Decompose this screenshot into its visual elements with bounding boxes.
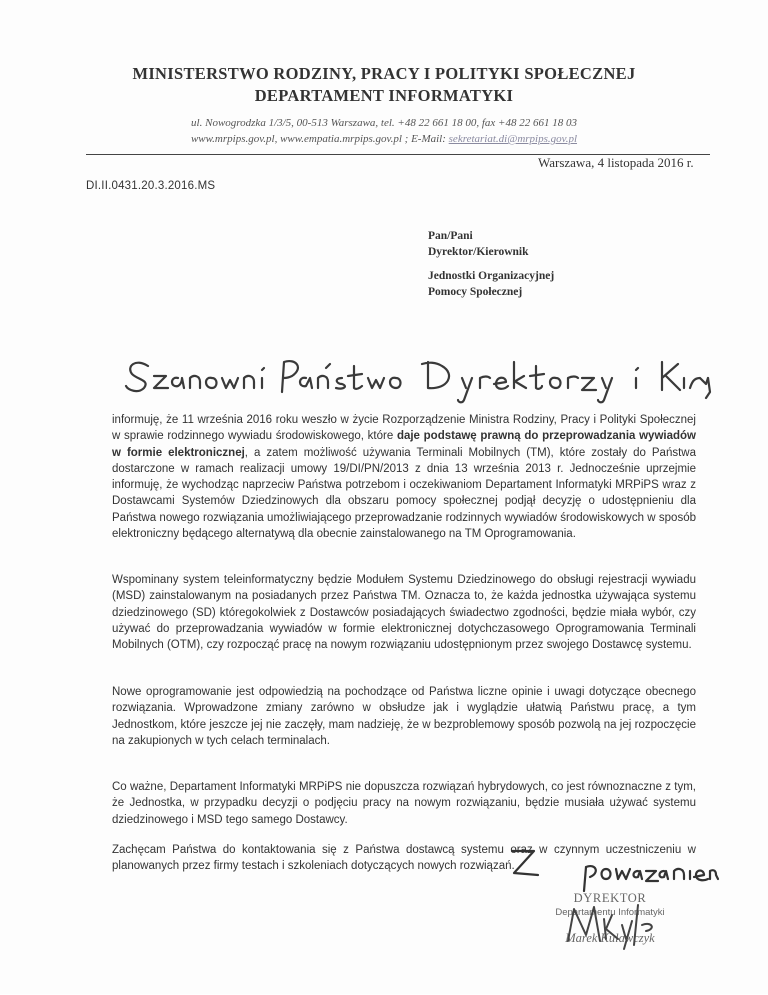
paragraph-1-text-a: informuję, że 11 września 2016 roku weszło w życie Rozporządzenie Ministra Rodziny, Pracy i Polityki Społecznej w sprawie rodzinnego wywiadu środowiskowego, które <box>112 414 696 443</box>
addressee-line4: Pomocy Społecznej <box>428 286 523 298</box>
paragraph-2: Wspominany system teleinformatyczny będzie Modułem Systemu Dziedzinowego do obsługi rejestracji wywiadu (MSD) zainstalowanym na posiadanych przez Państwa TM. Oznacza to, że każda jednostka używająca systemu dziedzinowego (SD) któregokolwiek z Dostawców posiadających świadectwo zgodności, będzie miała wybór, czy używać do przeprowadzania wywiadów w formie elektronicznej dotychczasowego Oprogramowania Terminali Mobilnych (OTM), czy rozpocząć pracę na nowym rozwiązaniu udostępnionym przez swojego Dostawcę systemu. <box>112 574 696 652</box>
handwritten-closing <box>500 845 720 895</box>
addressee-line2: Dyrektor/Kierownik <box>428 246 529 258</box>
paragraph-3: Nowe oprogramowanie jest odpowiedzią na pochodzące od Państwa liczne opinie i uwagi dotyczące obecnego rozwiązania. Wprowadzone zmiany zarówno w obsłudze jak i wyglądzie ułatwią Państwu pracę, a tym Jednostkom, które jeszcze jej nie zaczęły, mam nadzieję, że w bezproblemowy sposób pozwolą na jej rozpoczęcie na zakupionych w tych celach terminalach. <box>112 686 696 747</box>
paragraph-1-bold: daje podstawę prawną do przeprowadzania wywiadów w formie elektronicznej <box>112 430 696 459</box>
letter-date: Warszawa, 4 listopada 2016 r. <box>538 155 694 170</box>
reference-number: DI.II.0431.20.3.2016.MS <box>86 180 216 192</box>
paragraph-1-text-b: , a zatem możliwość używania Terminali Mobilnych (TM), które zostały do Państwa dostarczone w ramach realizacji umowy 19/DI/PN/2013 z dnia 13 września 2013 r. Jednocześnie uprzejmie informuję, że wychodząc naprzeciw Państwa potrzebom i oczekiwaniom Departament Informatyki MRPiPS wraz z Dostawcami Systemów Dziedzinowych dla obszaru pomocy społecznej podjął decyzję o udostępnieniu dla Państwa nowego rozwiązania umożliwiającego przeprowadzanie rodzinnych wywiadów środowiskowych w sposób elektroniczny będącego alternatywą dla obecnie zainstalowanego na TM Oprogramowania. <box>112 446 696 541</box>
ministry-title: MINISTERSTWO RODZINY, PRACY I POLITYKI SPOŁECZNEJ <box>132 64 636 83</box>
handwritten-salutation <box>122 348 712 408</box>
email-link[interactable]: sekretariat.di@mrpips.gov.pl <box>448 133 578 145</box>
addressee-line3: Jednostki Organizacyjnej <box>428 270 555 282</box>
address-line: ul. Nowogrodzka 1/3/5, 00-513 Warszawa, tel. +48 22 661 18 00, fax +48 22 661 18 03 <box>191 117 577 129</box>
department-title: DEPARTAMENT INFORMATYKI <box>254 86 514 105</box>
web-email-line <box>0 133 768 145</box>
signature-block <box>500 835 720 995</box>
handwritten-signature <box>560 895 680 951</box>
websites-text: www.mrpips.gov.pl, www.empatia.mrpips.gov.pl ; E-Mail: <box>190 133 449 145</box>
paragraph-1 <box>112 412 696 542</box>
stamp-department: Departamentu Informatyki <box>555 907 665 918</box>
stamp-title: DYREKTOR <box>573 891 647 905</box>
paragraph-5: Zachęcam Państwa do kontaktowania się z Państwa dostawcą systemu oraz w czynnym uczestniczeniu w planowanych przez firmy testach i szkoleniach dotyczących nowych rozwiązań. <box>112 844 696 873</box>
paragraph-4: Co ważne, Departament Informatyki MRPiPS nie dopuszcza rozwiązań hybrydowych, co jest równoznaczne z tym, że Jednostka, w przypadku decyzji o podjęciu pracy na nowym rozwiązaniu, będzie musiała używać systemu dziedzinowego i MSD tego samego Dostawcy. <box>112 781 696 826</box>
addressee-line1: Pan/Pani <box>428 230 473 242</box>
stamp-name: Marek Kulawczyk <box>565 931 655 945</box>
